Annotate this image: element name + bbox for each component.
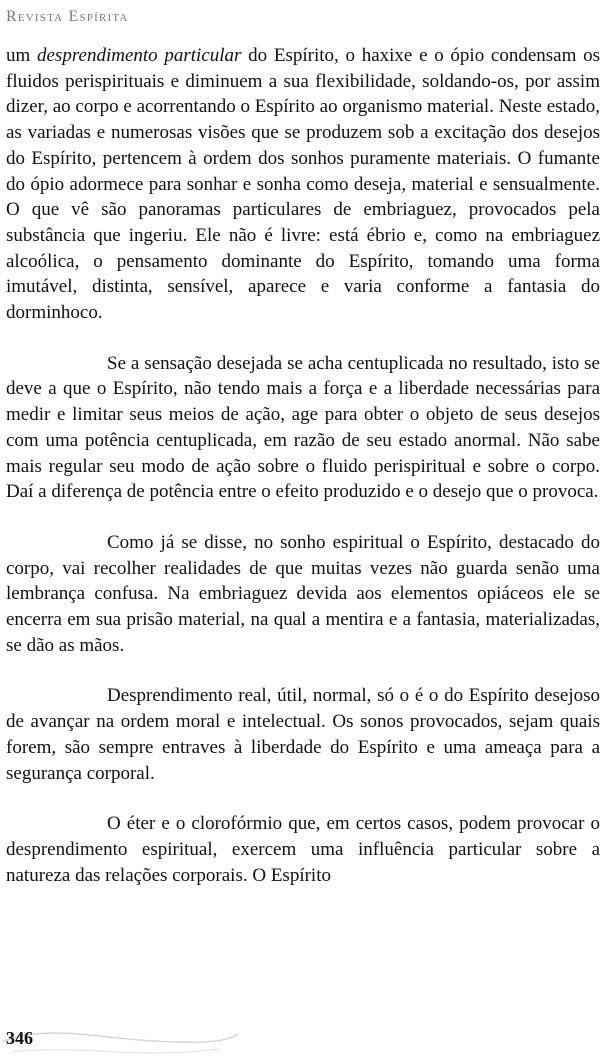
- page-number: 346: [6, 1028, 33, 1048]
- page-footer: [0, 1025, 607, 1059]
- footer-swash-ornament: [0, 1025, 240, 1059]
- running-header: Revista Espírita: [6, 8, 129, 25]
- paragraph-2: Se a sensação desejada se acha centuplicada no resultado, isto se deve a que o Espírito, não tendo mais a força e a liberdade necessárias para medir e limitar seus meios de ação, age para obter o objeto de seus desejos com uma potência centuplicada, em razão de seu estado anormal. Não sabe mais regular seu modo de ação sobre o fluido perispiritual e sobre o corpo. Daí a diferença de potência entre o efeito produzido e o desejo que o provoca.: [6, 352, 600, 503]
- paragraph-4: Desprendimento real, útil, normal, só o é o do Espírito desejoso de avançar na ordem moral e intelectual. Os sonos provocados, sejam quais forem, são sempre entraves à liberdade do Espírito e uma ameaça para a segurança corporal.: [6, 685, 600, 784]
- paragraph-3: Como já se disse, no sonho espiritual o Espírito, destacado do corpo, vai recolher realidades de que muitas vezes não guarda senão uma lembrança confusa. Na embriaguez devida aos elementos opiáceos ele se encerra em sua prisão material, na qual a mentira e a fantasia, materializadas, se dão as mãos.: [6, 531, 600, 656]
- paragraph-1-text-b: do Espírito, o haxixe e o ópio condensam os fluidos perispirituais e diminuem a sua flexibilidade, soldando-os, por assim dizer, ao corpo e acorrentando o Espírito ao organismo material. Neste estado, as variadas e numerosas visões que se produzem sob a excitação dos desejos do Espírito, pertencem à ordem dos sonhos puramente materiais. O fumante do ópio adormece para sonhar e sonha como deseja, material e sensualmente. O que vê são panoramas particulares de embriaguez, provocados pela substância que ingeriu. Ele não é livre: está ébrio e, como na embriaguez alcoólica, o pensamento dominante do Espírito, tomando uma forma imutável, distinta, sensível, aparece e varia conforme a fantasia do dorminhoco.: [6, 45, 601, 324]
- paragraph-5: O éter e o clorofórmio que, em certos casos, podem provocar o desprendimento espiritual, exercem uma influência particular sobre a natureza das relações corporais. O Espírito: [6, 813, 600, 886]
- paragraph-1: [6, 43, 600, 326]
- paragraph-1-text-a: um: [6, 45, 37, 66]
- paragraph-1-emphasis: desprendimento particular: [37, 45, 242, 66]
- body-text: [6, 43, 600, 888]
